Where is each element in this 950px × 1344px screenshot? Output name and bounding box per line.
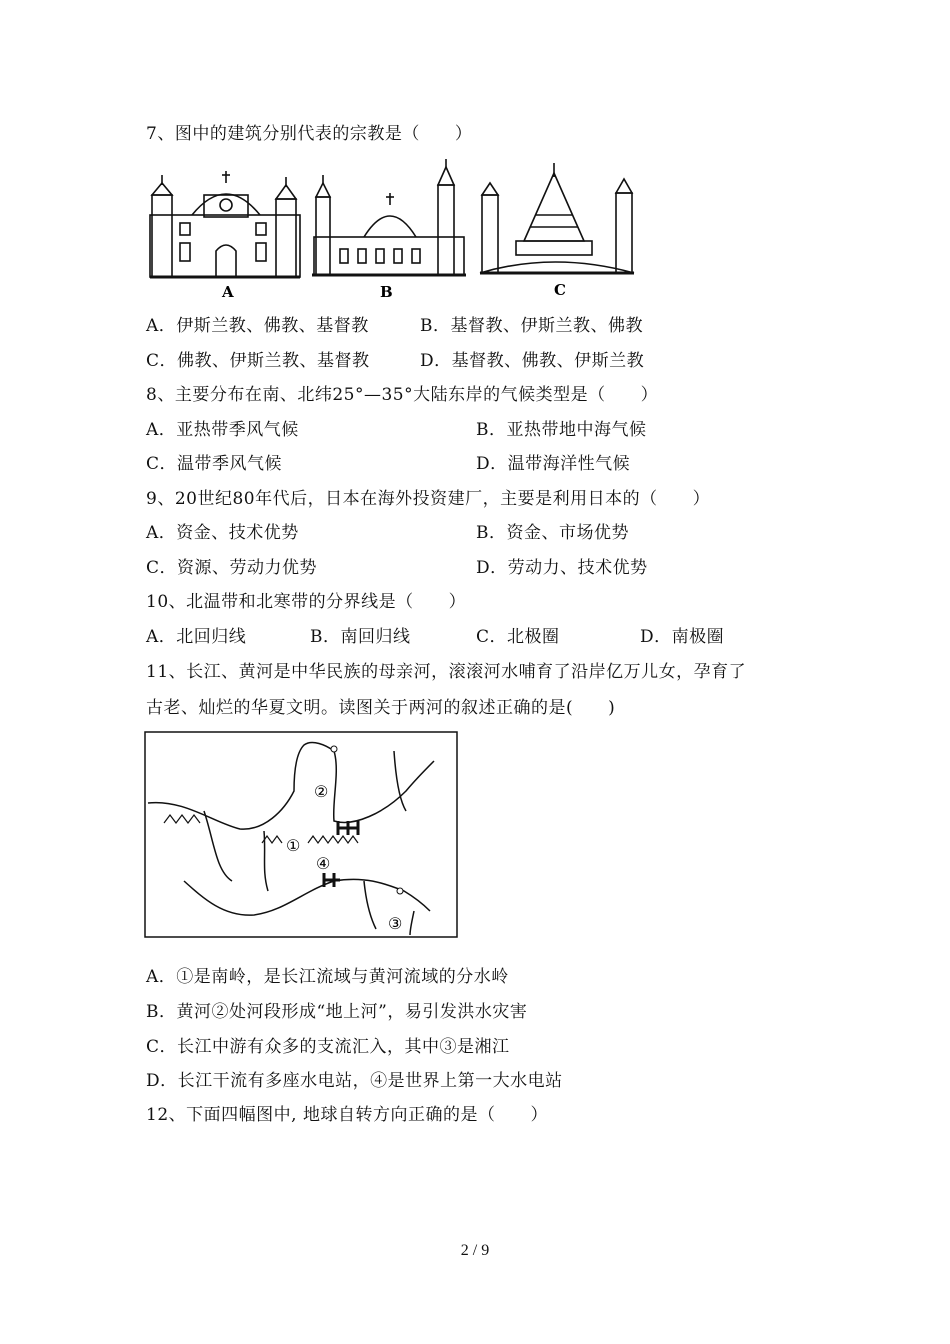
q7-stem: 7、图中的建筑分别代表的宗教是（ ）	[146, 124, 473, 144]
q7-option-a: A．伊斯兰教、佛教、基督教	[146, 316, 369, 336]
q11-stem-line2: 古老、灿烂的华夏文明。读图关于两河的叙述正确的是( )	[146, 698, 616, 718]
q10-option-a: A．北回归线	[146, 627, 247, 647]
figure-label-c: C	[554, 281, 566, 299]
q9-stem: 9、20世纪80年代后，日本在海外投资建厂，主要是利用日本的（ ）	[146, 489, 711, 509]
q7-option-c: C．佛教、伊斯兰教、基督教	[146, 351, 370, 371]
figure-label-b: B	[380, 283, 393, 301]
q7-buildings-figure	[144, 155, 639, 303]
q11-option-c: C．长江中游有众多的支流汇入，其中③是湘江	[146, 1037, 510, 1057]
q11-option-b: B．黄河②处河段形成“地上河”，易引发洪水灾害	[146, 1002, 528, 1022]
q9-option-b: B．资金、市场优势	[476, 523, 629, 543]
map-marker-1: ①	[286, 836, 301, 855]
q12-stem: 12、下面四幅图中, 地球自转方向正确的是（ ）	[146, 1105, 548, 1125]
map-marker-3: ③	[388, 914, 403, 933]
q7-option-b: B．基督教、伊斯兰教、佛教	[420, 316, 643, 336]
q10-option-b: B．南回归线	[310, 627, 411, 647]
q8-stem: 8、主要分布在南、北纬25°—35°大陆东岸的气候类型是（ ）	[146, 385, 659, 405]
q9-option-d: D．劳动力、技术优势	[476, 558, 648, 578]
q11-rivers-map	[144, 731, 458, 938]
map-frame	[145, 732, 457, 937]
q11-option-d: D．长江干流有多座水电站，④是世界上第一大水电站	[146, 1071, 563, 1091]
q8-option-c: C．温带季风气候	[146, 454, 283, 474]
q10-option-d: D．南极圈	[640, 627, 725, 647]
q7-option-d: D．基督教、佛教、伊斯兰教	[420, 351, 645, 371]
map-marker-4: ④	[316, 854, 331, 873]
mosque-illustration	[312, 159, 466, 275]
q8-option-a: A．亚热带季风气候	[146, 420, 299, 440]
q10-stem: 10、北温带和北寒带的分界线是（ ）	[146, 592, 467, 612]
q9-option-c: C．资源、劳动力优势	[146, 558, 318, 578]
q11-stem-line1: 11、长江、黄河是中华民族的母亲河，滚滚河水哺育了沿岸亿万儿女，孕育了	[146, 662, 747, 682]
page-number: 2 / 9	[460, 1242, 490, 1259]
map-marker-2: ②	[314, 782, 329, 801]
q8-option-d: D．温带海洋性气候	[476, 454, 631, 474]
q8-option-b: B．亚热带地中海气候	[476, 420, 647, 440]
figure-label-a: A	[222, 283, 234, 301]
church-illustration	[150, 171, 300, 277]
q11-option-a: A．①是南岭，是长江流域与黄河流域的分水岭	[146, 967, 509, 987]
q10-option-c: C．北极圈	[476, 627, 560, 647]
q9-option-a: A．资金、技术优势	[146, 523, 299, 543]
pagoda-illustration	[480, 163, 634, 273]
